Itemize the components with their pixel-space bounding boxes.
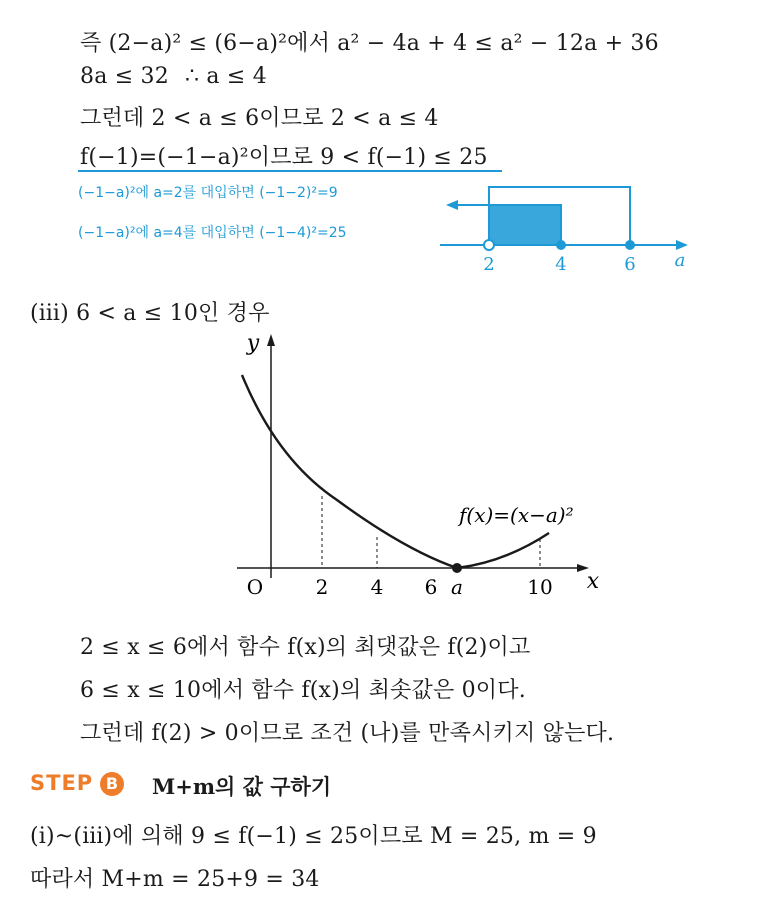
number-line-label-2: 2	[483, 254, 495, 275]
number-line-arrowhead	[676, 240, 688, 250]
open-point-2	[484, 240, 494, 250]
closed-point-6	[625, 240, 635, 250]
note-substitute-a2: (−1−a)²에 a=2를 대입하면 (−1−2)²=9	[78, 185, 338, 201]
number-line-label-6: 6	[624, 254, 636, 275]
solution-line-1: 즉 (2−a)² ≤ (6−a)²에서 a² − 4a + 4 ≤ a² − 12a + 36	[80, 31, 659, 56]
final-conclusion: (ⅰ)~(ⅲ)에 의해 9 ≤ f(−1) ≤ 25이므로 M = 25, m = 9	[30, 824, 597, 849]
function-label: f(x)=(x−a)²	[459, 503, 574, 527]
parabola-graph	[225, 330, 605, 610]
y-axis-arrowhead	[267, 334, 275, 346]
closed-point-4	[556, 240, 566, 250]
number-line-label-a: a	[674, 250, 686, 271]
solution-line-2: 8a ≤ 32	[80, 64, 169, 89]
x-tick-10: 10	[527, 575, 553, 599]
origin-label: O	[246, 575, 264, 599]
emphasis-underline	[78, 170, 502, 172]
x-tick-a: a	[451, 575, 463, 599]
x-tick-2: 2	[315, 575, 329, 599]
min-statement: 6 ≤ x ≤ 10에서 함수 f(x)의 최솟값은 0이다.	[80, 678, 526, 703]
vertex-point-a	[452, 563, 462, 573]
number-line-diagram	[430, 180, 700, 275]
step-label: STEP	[30, 771, 94, 795]
x-axis-label: x	[586, 569, 600, 594]
step-badge: B	[100, 772, 124, 796]
parabola-curve	[242, 375, 549, 568]
number-line-label-4: 4	[555, 254, 567, 275]
solution-line-2-conclusion: ∴ a ≤ 4	[185, 64, 267, 89]
left-arrowhead	[446, 200, 458, 210]
solution-region	[489, 205, 561, 245]
x-tick-6: 6	[424, 575, 438, 599]
solution-line-3: 그런데 2 < a ≤ 6이므로 2 < a ≤ 4	[80, 106, 439, 131]
note-substitute-a4: (−1−a)²에 a=4를 대입하면 (−1−4)²=25	[78, 225, 347, 241]
final-answer: 따라서 M+m = 25+9 = 34	[30, 867, 320, 892]
step-title: M+m의 값 구하기	[152, 774, 332, 799]
solution-line-4: f(−1)=(−1−a)²이므로 9 < f(−1) ≤ 25	[80, 145, 488, 170]
max-statement: 2 ≤ x ≤ 6에서 함수 f(x)의 최댓값은 f(2)이고	[80, 635, 531, 660]
condition-statement: 그런데 f(2) > 0이므로 조건 (나)를 만족시키지 않는다.	[80, 721, 615, 746]
case-3-heading: (ⅲ) 6 < a ≤ 10인 경우	[30, 301, 270, 326]
x-tick-4: 4	[370, 575, 384, 599]
y-axis-label: y	[246, 331, 260, 356]
